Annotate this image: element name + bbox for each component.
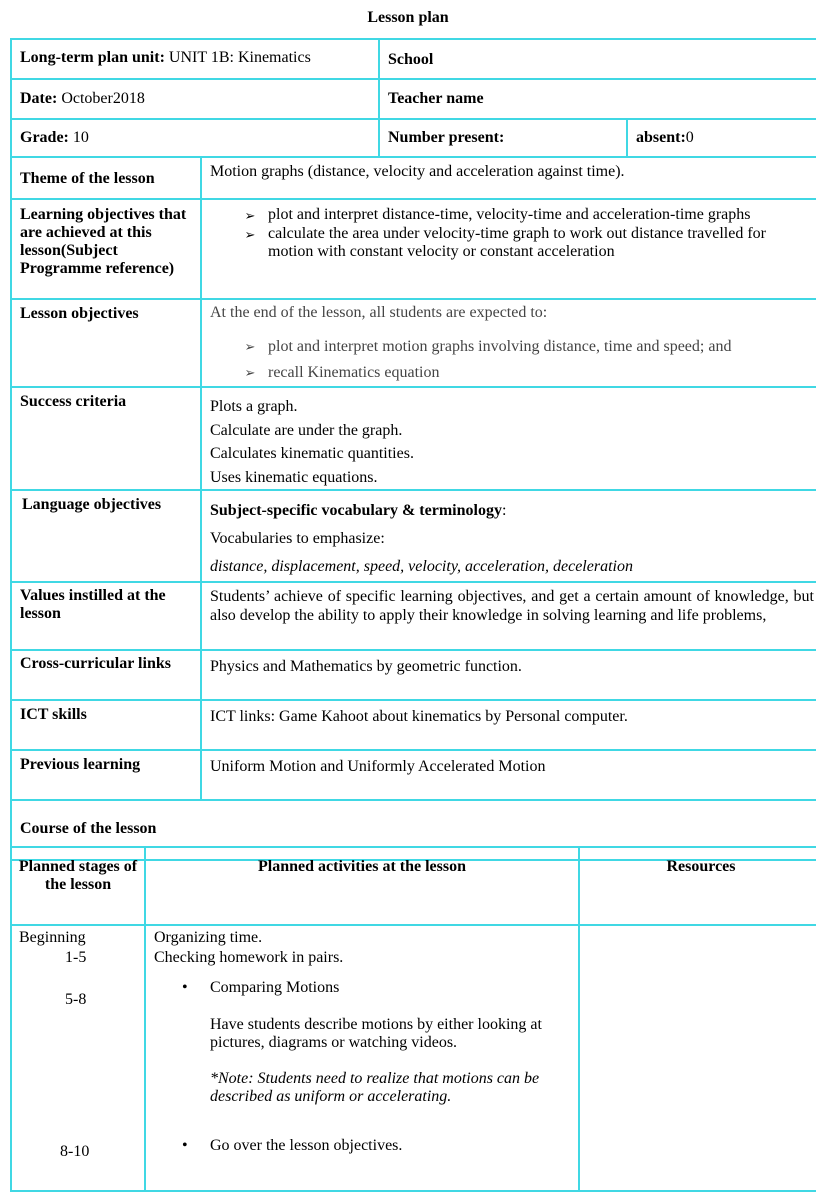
teacher-cell xyxy=(379,79,816,119)
course-label: Course of the lesson xyxy=(20,820,157,837)
course-table xyxy=(10,846,816,1192)
theme-cell xyxy=(201,157,816,199)
ict-text: ICT links: Game Kahoot about kinematics by Personal computer. xyxy=(210,708,628,725)
success-cell xyxy=(201,387,816,490)
teacher-label: Teacher name xyxy=(388,90,484,107)
activities-cell xyxy=(145,925,579,1191)
lang-vocab-heading: Subject-specific vocabulary & terminology xyxy=(210,502,502,519)
lo-item: ➢ calculate the area under velocity-time graph to work out distance travelled for motion with constant velocity or constant acceleration xyxy=(232,225,814,261)
date-cell xyxy=(11,79,379,119)
prev-label: Previous learning xyxy=(20,756,141,773)
lesson-obj-intro: At the end of the lesson, all students are expected to: xyxy=(210,304,548,321)
cross-label-cell xyxy=(11,650,201,700)
present-label: Number present: xyxy=(388,129,505,146)
lesson-obj-cell xyxy=(201,299,816,387)
prev-text: Uniform Motion and Uniformly Accelerated Motion xyxy=(210,758,546,775)
resources-cell xyxy=(579,925,816,1191)
lesson-plan-table xyxy=(10,38,816,861)
absent-value: 0 xyxy=(685,129,694,146)
lo-label-cell xyxy=(11,199,201,299)
col-activities-header: Planned activities at the lesson xyxy=(145,847,579,925)
theme-label-cell xyxy=(11,157,201,199)
lang-vocab-intro: Vocabularies to emphasize: xyxy=(210,530,385,547)
stages-cell xyxy=(11,925,145,1191)
success-label: Success criteria xyxy=(20,393,127,410)
theme-text: Motion graphs (distance, velocity and acceleration against time). xyxy=(210,163,625,180)
success-label-cell xyxy=(11,387,201,490)
stage-time: 8-10 xyxy=(60,1143,90,1160)
arrow-bullet-icon: ➢ xyxy=(244,339,256,354)
stage-time: 5-8 xyxy=(65,991,87,1008)
lesson-obj-label-cell xyxy=(11,299,201,387)
lang-vocab-list: distance, displacement, speed, velocity, acceleration, deceleration xyxy=(210,558,633,575)
date-label: Date: xyxy=(20,90,58,107)
grade-label: Grade: xyxy=(20,129,69,146)
arrow-bullet-icon: ➢ xyxy=(244,365,256,380)
lo-item: ➢ plot and interpret distance-time, velocity-time and acceleration-time graphs xyxy=(232,206,814,225)
values-label: Values instilled at the lesson xyxy=(20,587,166,622)
values-cell xyxy=(201,582,816,650)
values-label-cell xyxy=(11,582,201,650)
arrow-bullet-icon: ➢ xyxy=(244,227,256,242)
stage-beginning: Beginning xyxy=(19,929,86,946)
ict-label-cell xyxy=(11,700,201,750)
lang-label: Language objectives xyxy=(22,496,162,513)
bullet-dot-icon: • xyxy=(182,979,188,996)
col-resources-header: Resources xyxy=(579,847,816,925)
date-value: October2018 xyxy=(57,90,145,107)
ict-label: ICT skills xyxy=(20,706,87,723)
activity-line: Checking homework in pairs. xyxy=(154,949,344,966)
lesson-obj-label: Lesson objectives xyxy=(20,305,139,322)
present-cell xyxy=(379,119,627,157)
document-title: Lesson plan xyxy=(367,9,449,26)
lang-label-cell xyxy=(11,490,201,582)
success-item: Uses kinematic equations. xyxy=(210,468,378,486)
prev-cell xyxy=(201,750,816,800)
prev-label-cell xyxy=(11,750,201,800)
cross-cell xyxy=(201,650,816,700)
grade-value: 10 xyxy=(68,129,89,146)
absent-cell xyxy=(627,119,816,157)
lo-cell xyxy=(201,199,816,299)
arrow-bullet-icon: ➢ xyxy=(244,208,256,223)
ict-cell xyxy=(201,700,816,750)
theme-label: Theme of the lesson xyxy=(20,170,155,187)
school-label: School xyxy=(388,51,434,68)
lesson-obj-item: ➢ recall Kinematics equation xyxy=(232,360,814,386)
cross-text: Physics and Mathematics by geometric function. xyxy=(210,658,522,675)
activity-line: Organizing time. xyxy=(154,929,263,946)
cross-label: Cross-curricular links xyxy=(20,655,171,672)
success-item: Calculate are under the graph. xyxy=(210,421,403,439)
activity-bullet: • Go over the lesson objectives. xyxy=(154,1136,570,1156)
unit-label: Long-term plan unit: xyxy=(20,49,165,66)
unit-cell xyxy=(11,39,379,79)
lo-label: Learning objectives that are achieved at this lesson(Subject Programme reference) xyxy=(20,206,187,277)
activity-description: Have students describe motions by either looking at pictures, diagrams or watching videos. xyxy=(210,1016,542,1051)
lang-colon: : xyxy=(501,502,507,519)
activity-bullet: • Comparing Motions xyxy=(154,978,570,998)
school-cell xyxy=(379,39,816,79)
lang-cell xyxy=(201,490,816,582)
success-item: Calculates kinematic quantities. xyxy=(210,445,414,462)
bullet-dot-icon: • xyxy=(182,1137,188,1154)
lesson-obj-item: ➢ plot and interpret motion graphs involving distance, time and speed; and xyxy=(232,334,814,360)
stage-time: 1-5 xyxy=(65,949,87,966)
values-text: Students’ achieve of specific learning objectives, and get a certain amount of knowledge, but also develop the ability to apply their knowledge in solving learning and life problems, xyxy=(210,588,814,624)
activity-note: *Note: Students need to realize that motions can be described as uniform or accelerating. xyxy=(210,1070,540,1105)
success-item: Plots a graph. xyxy=(210,398,298,415)
col-stages-header: Planned stages of the lesson xyxy=(11,847,145,925)
absent-label: absent: xyxy=(636,129,686,146)
unit-value: UNIT 1B: Kinematics xyxy=(164,49,311,66)
grade-cell xyxy=(11,119,379,157)
